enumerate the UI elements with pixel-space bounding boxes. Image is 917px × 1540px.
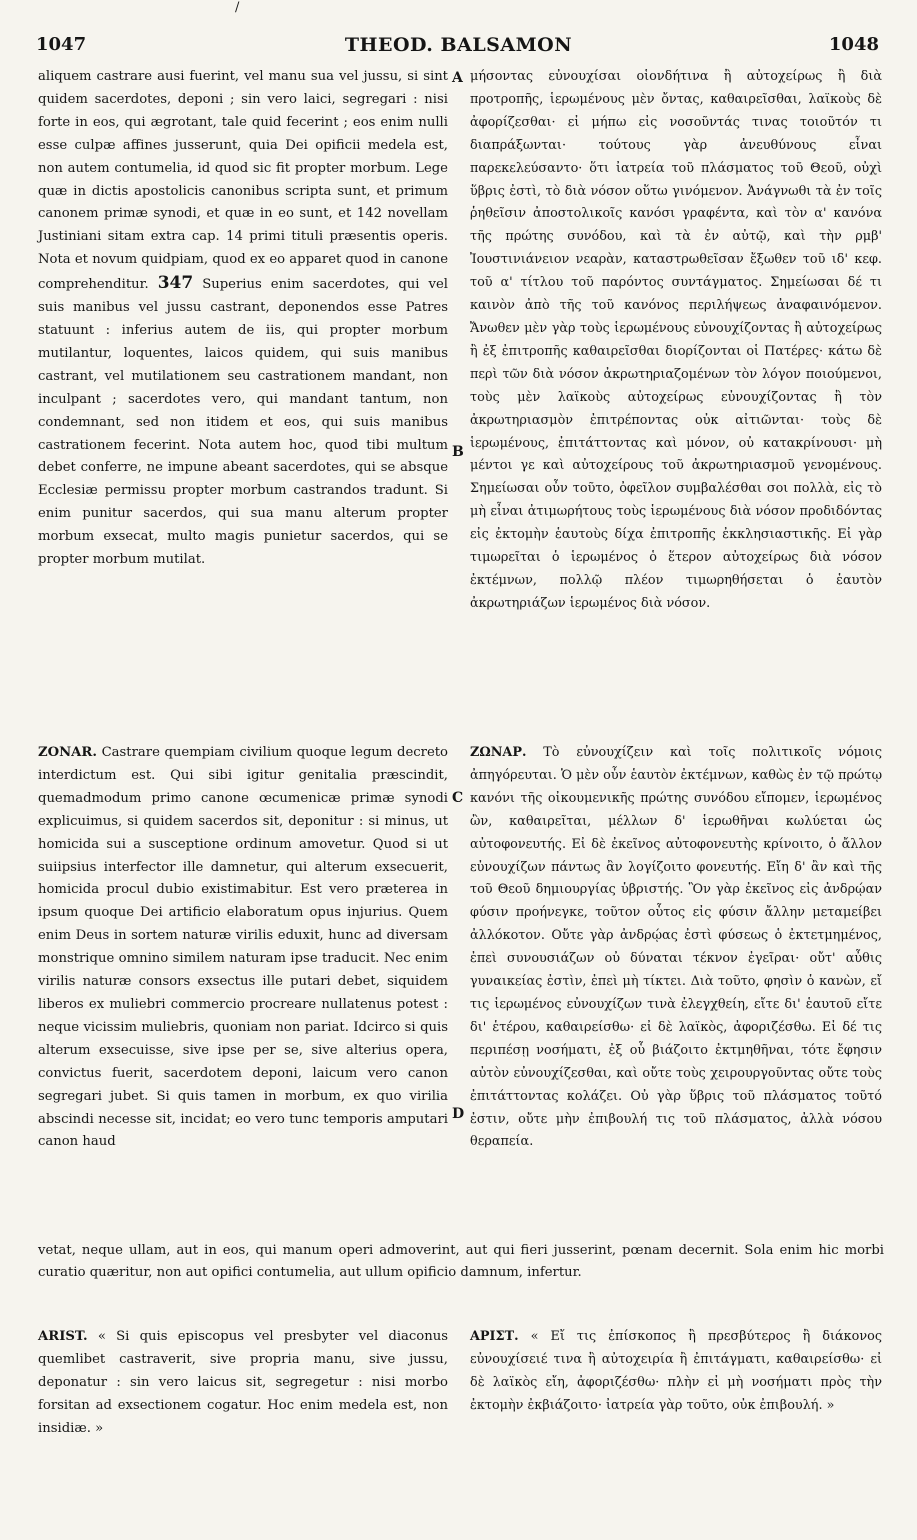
greek-paragraph <box>470 1326 882 1418</box>
latin-column-section-1 <box>38 66 448 572</box>
greek-column-section-1 <box>470 66 882 616</box>
latin-text-part-2: Superius enim sacerdotes, qui vel suis manibus vel jussu castrant, deponendos esse Patres statuunt : inferius autem de iis, qui propter morbum mutilantur, loquentes, laicos quidem, qui suis manibus castrant, vel mutilationem seu castrationem mandant, non inculpant ; sacerdotes vero, qui mandant tantum, non condemnant, sed non itidem et eos, qui suis manibus castrationem fecerint. Nota autem hoc, quod tibi multum debet conferre, ne impune abeant sacerdotes, qui se absque Ecclesiæ permissu propter morbum castrandos tradunt. Si enim punitur sacerdos, qui sua manu alterum propter morbum exsecat, multo magis punietur sacerdos, qui se propter morbum mutilat. <box>38 277 448 568</box>
zonaras-label-greek: ΖΩΝΑΡ. <box>470 745 527 760</box>
latin-text-part-1: aliquem castrare ausi fuerint, vel manu sua vel jussu, si sint quidem sacerdotes, deponi ; sin vero laici, segregari : nisi forte in eos, qui ægrotant, tale quid fecerint ; eos enim nulli esse culpæ affines jusserunt, quia Dei opificii medela est, non autem contumelia, id quod sic fit propter morbum. Lege quæ in dictis apostolicis canonibus scripta sunt, et primum canonem primæ synodi, et quæ in eo sunt, et 142 novellam Justiniani sitam extra cap. 14 primi tituli præsentis operis. Nota et novum quidpiam, quod ex eo apparet quod in canone comprehenditur. <box>38 69 448 293</box>
greek-column-aristenus <box>470 1326 882 1418</box>
right-page-number: 1048 <box>828 34 879 55</box>
aristenus-text-latin: « Si quis episcopus vel presbyter vel diaconus quemlibet castraverit, sive propria manu, sive jussu, deponatur : sin vero laicus sit, segregetur : nisi morbo forsitan ad exsectionem cogatur. Hoc enim medela est, non insidiæ. » <box>38 1329 448 1436</box>
latin-column-zonaras <box>38 742 448 1154</box>
zonaras-text-greek: Τὸ εὐνουχίζειν καὶ τοῖς πολιτικοῖς νόμοις ἀπηγόρευται. Ὁ μὲν οὖν ἑαυτὸν ἐκτέμνων, καθὼς ἐν τῷ πρώτῳ κανόνι τῆς οἰκουμενικῆς πρώτης συνόδου εἴπομεν, ἱερωμένος ὢν, καθαιρεῖται, μέλλων δ' ἱερωθῆναι κωλύεται ὡς αὐτοφονευτής. Εἰ δὲ ἐκεῖνος αὐτοφονευτὴς κρίνοιτο, ὁ ἄλλον εὐνουχίζων πάντως ἂν λογίζοιτο φονευτής. Εἴη δ' ἂν καὶ τῆς τοῦ Θεοῦ δημιουργίας ὑβριστής. Ὃν γὰρ ἐκεῖνος εἰς ἀνδρῴαν φύσιν προήνεγκε, τοῦτον οὗτος εἰς φύσιν ἄλλην μεταμείβει ἀλλόκοτον. Οὔτε γὰρ ἀνδρῴας ἐστὶ φύσεως ὁ ἐκτετμημένος, ἐπεὶ συνουσιάζων οὐ δύναται τέκνον ἐγεῖραι· οὔτ' αὖθις γυναικείας ἐστὶν, ἐπεὶ μὴ τίκτει. Διὰ τοῦτο, φησὶν ὁ κανὼν, εἴ τις ἱερωμένος εὐνουχίζων τινὰ ἐλεγχθείη, εἴτε δι' ἑαυτοῦ εἴτε δι' ἑτέρου, καθαιρείσθω· εἰ δὲ λαϊκὸς, ἀφοριζέσθω. Εἰ δέ τις περιπέσῃ νοσήματι, ἐξ οὗ βιάζοιτο ἐκτμηθῆναι, τότε ἔφησιν αὐτὸν εὐνουχίζεσθαι, καὶ οὔτε τοὺς χειρουργοῦντας οὔτε τοὺς ἐπιτάττοντας κολάζει. Οὐ γὰρ ὕβρις τοῦ πλάσματος τοῦτό ἐστιν, οὔτε μὴν ἐπιβουλή τις τοῦ πλάσματος, ἀλλὰ νόσου θεραπεία. <box>470 745 882 1150</box>
margin-marker-c: C <box>452 790 464 806</box>
greek-column-zonaras <box>470 742 882 1154</box>
zonaras-text-latin: Castrare quempiam civilium quoque legum decreto interdictum est. Qui sibi igitur genitalia præscindit, quemadmodum primo canone œcumenicæ primæ synodi explicuimus, si quidem sacerdos sit, deponitur : si minus, ut homicida sui a susceptione ordinum amovetur. Quod si ut suiipsius interfector ille damnetur, qui alterum exsecuerit, homicida procul dubio existimabitur. Est vero præterea in ipsum quoque Dei artificio elaboratum opus injurius. Quem enim Deus in sortem naturæ virilis eduxit, hunc ad diversam monstrique omnino similem naturam ipse traducit. Nec enim virilis naturæ consors exsectus ille putari debet, siquidem liberos ex muliebri commercio procreare nullatenus potest : neque vicissim muliebris, quoniam non pariat. Idcirco si quis alterum exsecuisse, sive ipse per se, sive alterius opera, convictus fuerit, sacerdotem deponi, laicum vero canon segregari jubet. Si quis tamen in morbum, ex quo virilia abscindi necesse sit, incidat; eo vero tunc temporis amputari canon haud <box>38 745 448 1150</box>
running-title: THEOD. BALSAMON <box>344 34 573 56</box>
aristenus-text-greek: « Εἴ τις ἐπίσκοπος ἢ πρεσβύτερος ἢ διάκονος εὐνουχίσειέ τινα ἢ αὐτοχειρία ἢ ἐπιτάγματι, καθαιρείσθω· εἰ δὲ λαϊκὸς εἴη, ἀφοριζέσθω· πλὴν εἰ μὴ νοσήματι πρὸς τὴν ἐκτομὴν ἐκβιάζοιτο· ἰατρεία γὰρ τοῦτο, οὐκ ἐπιβουλή. » <box>470 1329 882 1413</box>
margin-marker-d: D <box>452 1106 465 1122</box>
greek-paragraph: μήσοντας εὐνουχίσαι οἱονδήτινα ἢ αὐτοχείρως ἢ διὰ προτροπῆς, ἱερωμένους μὲν ὄντας, καθαιρεῖσθαι, λαϊκοὺς δὲ ἀφορίζεσθαι· εἰ μήπω εἰς νοσοῦντάς τινας τοιοῦτόν τι διαπράξωνται· τούτους γὰρ ἀνευθύνους εἶναι παρεκελεύσαντο· ὅτι ἰατρεία τοῦ πλάσματος τοῦ Θεοῦ, οὐχὶ ὕβρις ἐστὶ, τὸ διὰ νόσον οὕτω γινόμενον. Ἀνάγνωθι τὰ ἐν τοῖς ῥηθεῖσιν ἀποστολικοῖς κανόσι γραφέντα, καὶ τὸν α' κανόνα τῆς πρώτης συνόδου, καὶ τὰ ἐν αὐτῷ, καὶ τὴν ρμβ' Ἰουστινιάνειον νεαρὰν, καταστρωθεῖσαν ἔξωθεν τοῦ ιδ' κεφ. τοῦ α' τίτλου τοῦ παρόντος συντάγματος. Σημείωσαι δέ τι καινὸν ἀπὸ τῆς τοῦ κανόνος περιλήψεως ἀναφαινόμενον. Ἄνωθεν μὲν γὰρ τοὺς ἱερωμένους εὐνουχίζοντας ἢ αὐτοχείρως ἢ ἐξ ἐπιτροπῆς καθαιρεῖσθαι διορίζονται οἱ Πατέρες· κάτω δὲ περὶ τῶν διὰ νόσον ἀκρωτηριαζομένων τὸν λόγον ποιούμενοι, τοὺς μὲν λαϊκοὺς αὐτοχείρως εὐνουχίζοντας ἢ τὸν ἀκρωτηριασμὸν ἐπιτρέποντας οὐκ αἰτιῶνται· τοὺς δὲ ἱερωμένους, ἐπιτάττοντας καὶ μόνον, οὐ κατακρίνουσι· μὴ μέντοι γε καὶ αὐτοχείρους τοῦ ἀκρωτηριασμοῦ γενομένους. Σημείωσαι οὖν τοῦτο, ὀφεῖλον συμβαλέσθαι σοι πολλὰ, εἰς τὸ μὴ εἶναι ἀτιμωρήτους τοὺς ἱερωμένους διὰ νόσον προδιδόντας εἰς ἐκτομὴν ἑαυτοὺς δίχα ἐπιτροπῆς ἐκκλησιαστικῆς. Εἰ γὰρ τιμωρεῖται ὁ ἱερωμένος ὁ ἕτερον αὐτοχείρως διὰ νόσον ἐκτέμνων, πολλῷ πλέον τιμωρηθήσεται ὁ ἑαυτὸν ἀκρωτηριάζων ἱερωμένος διὰ νόσον. <box>470 69 882 611</box>
header-tick: / <box>235 0 240 15</box>
margin-marker-b: B <box>452 444 464 460</box>
latin-paragraph <box>38 66 448 572</box>
latin-paragraph <box>38 742 448 1154</box>
greek-paragraph <box>470 742 882 1154</box>
margin-marker-a: A <box>452 70 463 86</box>
full-width-continuation: vetat, neque ullam, aut in eos, qui manum operi admoverint, aut qui fieri jusserint, pœnam decernit. Sola enim hic morbi curatio quæritur, non aut opifici contumelia, aut ullum opificio damnum, infertur. <box>38 1243 884 1280</box>
latin-paragraph <box>38 1326 448 1441</box>
left-page-number: 1047 <box>36 34 87 55</box>
aristenus-label-greek: ΑΡΙΣΤ. <box>470 1329 519 1344</box>
zonaras-label-latin: ZONAR. <box>38 745 97 760</box>
column-number: 347 <box>157 273 194 294</box>
aristenus-label-latin: ARIST. <box>38 1329 88 1344</box>
latin-column-aristenus <box>38 1326 448 1441</box>
